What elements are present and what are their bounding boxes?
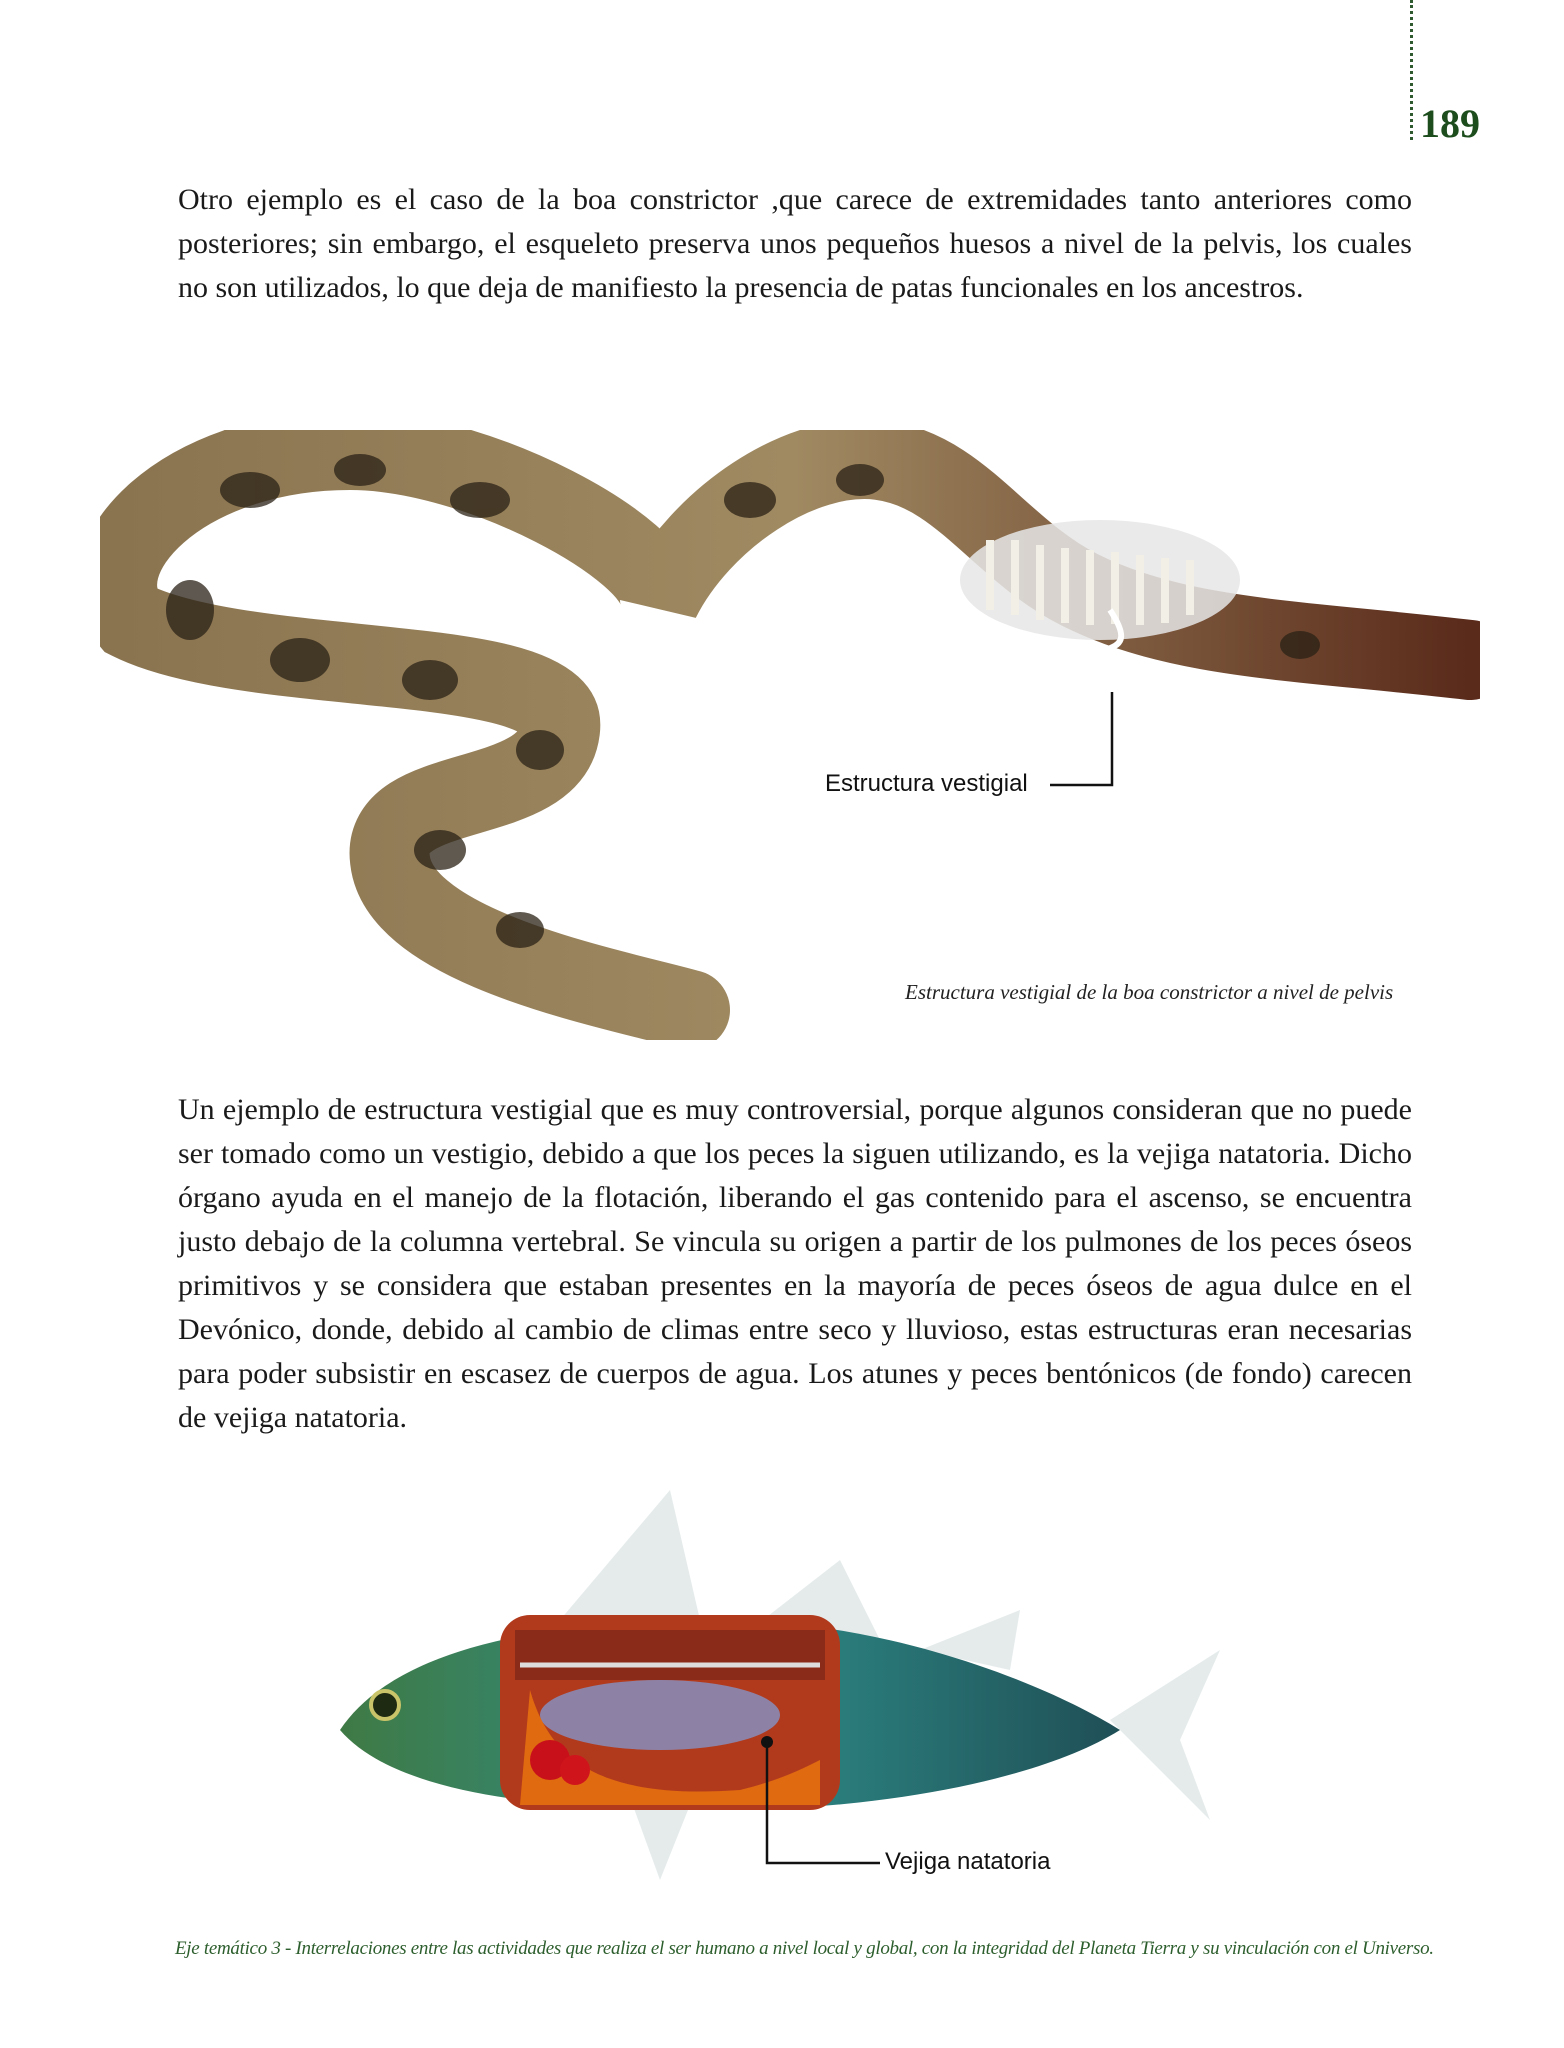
page-number: 189 (1420, 101, 1480, 146)
snake-caption: Estructura vestigial de la boa constrictor a nivel de pelvis (905, 980, 1394, 1004)
margin-dotted-rule (1410, 0, 1413, 140)
page-footer: Eje temático 3 - Interrelaciones entre las actividades que realiza el ser humano a nivel local y global, con la integridad del Planeta Tierra y su vinculación con el Universo. (175, 1938, 1434, 1959)
paragraph-boa: Otro ejemplo es el caso de la boa constrictor ,que carece de extremidades tanto anteriores como posteriores; sin embargo, el esqueleto preserva unos pequeños huesos a nivel de la pelvis, los cuales no son utilizados, lo que deja de manifiesto la presencia de patas funcionales en los ancestros. (178, 183, 1412, 304)
paragraph-swim-bladder: Un ejemplo de estructura vestigial que es muy controversial, porque algunos consideran que no puede ser tomado como un vestigio, debido a que los peces la siguen utilizando, es la vejiga natatoria. Dicho órgano ayuda en el manejo de la flotación, liberando el gas contenido para el ascenso, se encuentra justo debajo de la columna vertebral. Se vincula su origen a partir de los pulmones de los peces óseos primitivos y se considera que estaban presentes en la mayoría de peces óseos de agua dulce en el Devónico, donde, debido al cambio de climas entre seco y lluvioso, estas estructuras eran necesarias para poder subsistir en escasez de cuerpos de agua. Los atunes y peces bentónicos (de fondo) carecen de vejiga natatoria. (178, 1093, 1412, 1434)
fish-swim-bladder-image (320, 1480, 1240, 1900)
boa-constrictor-image (100, 430, 1480, 1040)
vestigial-structure-label: Estructura vestigial (825, 770, 1028, 797)
swim-bladder-label: Vejiga natatoria (885, 1848, 1051, 1875)
